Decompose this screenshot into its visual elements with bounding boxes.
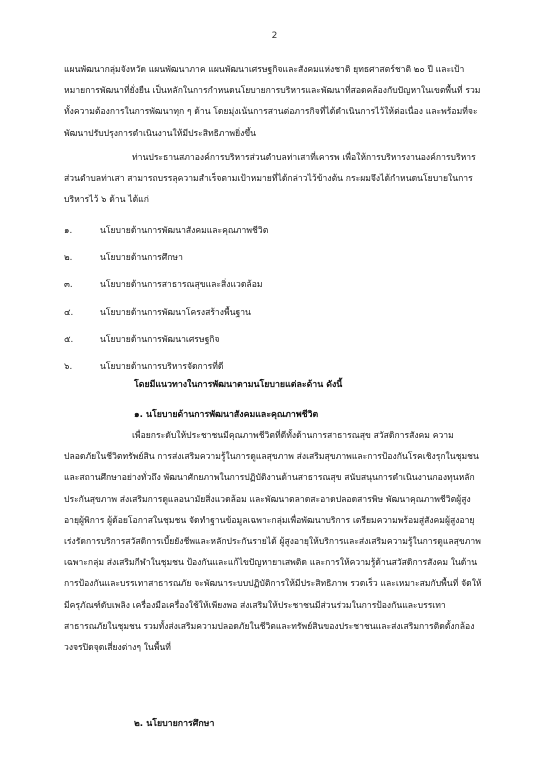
policy-number: ๕. [64, 334, 74, 345]
section1-body: เพื่อยกระดับให้ประชาชนมีคุณภาพชีวิตที่ดีทั้งด้านการสาธารณสุข สวัสดิการสังคม ความปลอดภัยในชีวิตทรัพย์สิน การส่งเสริมความรู้ในการดูแลสุขภาพ ส่งเสริมสุขภาพและการป้องกันโรคเชิงรุกในชุมชนและสถานศึกษาอย่างทั่วถึง พัฒนาศักยภาพในการปฏิบัติงานด้านสาธารณสุข สนับสนุนการดำเนินงานกองทุนหลักประกันสุขภาพ ส่งเสริมการดูแลอนามัยสิ่งแวดล้อม และพัฒนาตลาดสะอาดปลอดสารพิษ พัฒนาคุณภาพชีวิตผู้สูงอายุผู้พิการ ผู้ด้อยโอกาสในชุมชน จัดทำฐานข้อมูลเฉพาะกลุ่มเพื่อพัฒนาบริการ เตรียมความพร้อมสู่สังคมผู้สูงอายุ เร่งรัดการบริการสวัสดิการเบี้ยยังชีพและหลักประกันรายได้ ผู้สูงอายุให้บริการและส่งเสริมความรู้ในการดูแลสุขภาพเฉพาะกลุ่ม ส่งเสริมกีฬาในชุมชน ป้องกันและแก้ไขปัญหายาเสพติด และการให้ความรู้ด้านสวัสดิการสังคม ในด้านการป้องกันและบรรเทาสาธารณภัย จะพัฒนาระบบปฏิบัติการให้มีประสิทธิภาพ รวดเร็ว และเหมาะสมกับพื้นที่ จัดให้มีครุภัณฑ์ดับเพลิง เครื่องมือเครื่องใช้ให้เพียงพอ ส่งเสริมให้ประชาชนมีส่วนร่วมในการป้องกันและบรรเทาสาธารณภัยในชุมชน รวมทั้งส่งเสริมความปลอดภัยในชีวิตและทรัพย์สินของประชาชนและส่งเสริมการติดตั้งกล้องวงจรปิดจุดเสี่ยงต่างๆ ในพื้นที่ [64, 431, 482, 654]
policy-item [64, 218, 482, 245]
policy-text: นโยบายด้านการพัฒนาเศรษฐกิจ [100, 334, 220, 345]
section1-heading: ๑. นโยบายด้านการพัฒนาสังคมและคุณภาพชีวิต [134, 410, 319, 420]
policy-text: นโยบายด้านการศึกษา [100, 253, 183, 264]
page-number: 2 [271, 31, 278, 41]
section2-heading: ๒. นโยบายการศึกษา [134, 719, 215, 729]
policy-number: ๓. [64, 280, 73, 291]
guidelines-heading: โดยมีแนวทางในการพัฒนาตามนโยบายแต่ละด้าน ดังนี้ [134, 380, 343, 390]
policy-number: ๔. [64, 307, 74, 318]
policy-text: นโยบายด้านการบริหารจัดการที่ดี [100, 361, 224, 372]
policy-item [64, 272, 482, 299]
policy-number: ๑. [64, 226, 73, 236]
policy-text: นโยบายด้านการพัฒนาโครงสร้างพื้นฐาน [100, 307, 251, 318]
intro-paragraph: แผนพัฒนากลุ่มจังหวัด แผนพัฒนาภาค แผนพัฒนาเศรษฐกิจและสังคมแห่งชาติ ยุทธศาสตร์ชาติ ๒๐ ปี และเป้าหมายการพัฒนาที่ยั่งยืน เป็นหลักในการกำหนดนโยบายการบริหารและพัฒนาที่สอดคล้องกับปัญหาในเขตพื้นที่ รวมทั้งความต้องการในการพัฒนาทุก ๆ ด้าน โดยมุ่งเน้นการสานต่อภารกิจที่ได้ดำเนินการไว้ให้ต่อเนื่อง และพร้อมที่จะพัฒนาปรับปรุงการดำเนินงานให้มีประสิทธิภาพยิ่งขึ้น [64, 65, 481, 139]
policy-item [64, 300, 482, 327]
policy-text: นโยบายด้านการพัฒนาสังคมและคุณภาพชีวิต [100, 226, 269, 236]
policy-item [64, 245, 482, 272]
policy-list [64, 218, 482, 381]
policy-number: ๒. [64, 253, 73, 264]
policy-text: นโยบายด้านการสาธารณสุขและสิ่งแวดล้อม [100, 280, 263, 291]
address-paragraph: ท่านประธานสภาองค์การบริหารส่วนตำบลท่าเสาที่เคารพ เพื่อให้การบริหารงานองค์การบริหารส่วนตำบลท่าเสา สามารถบรรลุความสำเร็จตามเป้าหมายที่ได้กล่าวไว้ข้างต้น กระผมจึงได้กำหนดนโยบายในการบริหารไว้ ๖ ด้าน ได้แก่ [64, 153, 476, 206]
policy-number: ๖. [64, 361, 73, 372]
policy-item [64, 327, 482, 354]
